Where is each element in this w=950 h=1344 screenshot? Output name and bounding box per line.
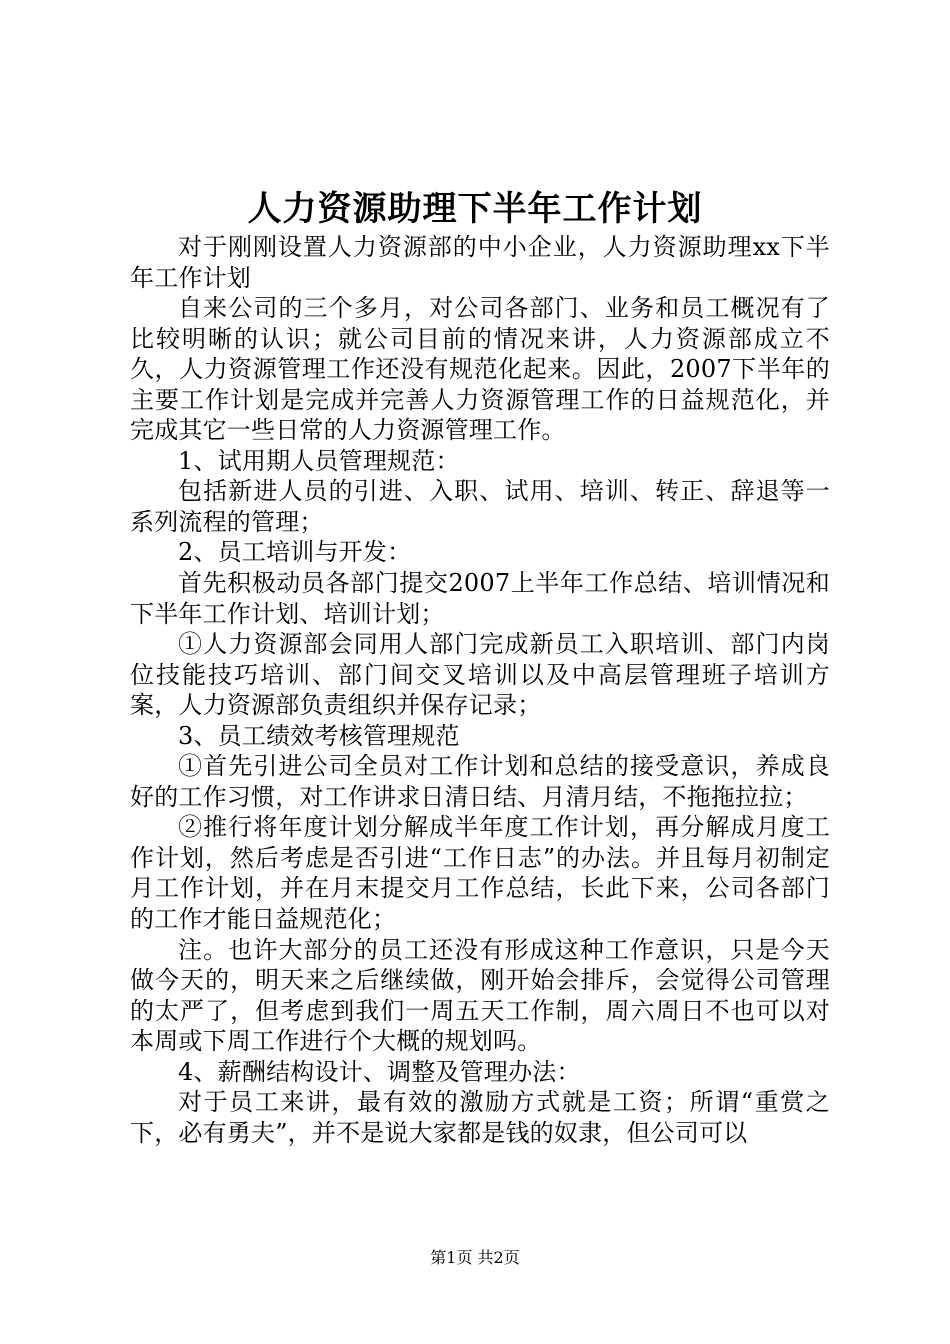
paragraph: 对于刚刚设置人力资源部的中小企业，人力资源助理xx下半年工作计划 [130, 233, 830, 292]
paragraph: 注。也许大部分的员工还没有形成这种工作意识，只是今天做今天的，明天来之后继续做，刚开始会排斥，会觉得公司管理的太严了，但考虑到我们一周五天工作制，周六周日不也可以对本周或下周工作进行个大概的规划吗。 [130, 935, 830, 1056]
document-body [130, 232, 830, 1148]
section-heading: 2、员工培训与开发： [178, 538, 412, 567]
document-title: 人力资源助理下半年工作计划 [247, 189, 703, 229]
paragraph: 首先积极动员各部门提交2007上半年工作总结、培训情况和下半年工作计划、培训计划； [130, 569, 830, 628]
page-number-footer: 第1页 共2页 [430, 1248, 520, 1267]
paragraph: ②推行将年度计划分解成半年度工作计划，再分解成月度工作计划，然后考虑是否引进“工作日志”的办法。并且每月初制定月工作计划，并在月末提交月工作总结，长此下来，公司各部门的工作才能日益规范化； [130, 813, 830, 934]
paragraph: 对于员工来讲，最有效的激励方式就是工资；所谓“重赏之下，必有勇夫”，并不是说大家都是钱的奴隶，但公司可以 [130, 1088, 830, 1147]
section-heading: 1、试用期人员管理规范： [178, 446, 460, 475]
paragraph: ①首先引进公司全员对工作计划和总结的接受意识，养成良好的工作习惯，对工作讲求日清日结、月清月结，不拖拖拉拉； [130, 752, 830, 811]
paragraph: 自来公司的三个多月，对公司各部门、业务和员工概况有了比较明晰的认识；就公司目前的情况来讲，人力资源部成立不久，人力资源管理工作还没有规范化起来。因此，2007下半年的主要工作计划是完成并完善人力资源管理工作的日益规范化，并完成其它一些日常的人力资源管理工作。 [130, 294, 830, 445]
paragraph: ①人力资源部会同用人部门完成新员工入职培训、部门内岗位技能技巧培训、部门间交叉培训以及中高层管理班子培训方案，人力资源部负责组织并保存记录； [130, 630, 830, 720]
section-heading: 4、薪酬结构设计、调整及管理办法： [178, 1057, 581, 1086]
section-heading: 3、员工绩效考核管理规范 [178, 721, 460, 750]
paragraph: 包括新进人员的引进、入职、试用、培训、转正、辞退等一系列流程的管理； [130, 477, 830, 536]
